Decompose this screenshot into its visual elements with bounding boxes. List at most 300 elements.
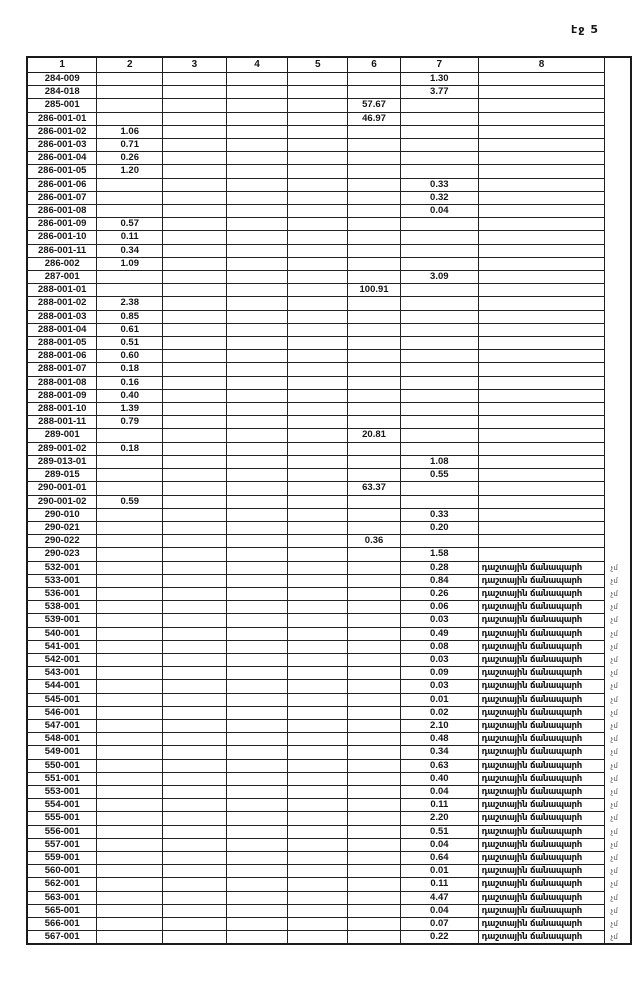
cell-c7: 0.22 bbox=[400, 931, 478, 945]
cell-c8 bbox=[478, 73, 605, 86]
cell-c3 bbox=[163, 165, 227, 178]
cell-c2 bbox=[97, 614, 163, 627]
table-row bbox=[27, 733, 631, 746]
cell-c3 bbox=[163, 587, 227, 600]
cell-c6 bbox=[348, 601, 401, 614]
cell-c6 bbox=[348, 640, 401, 653]
margin-note: չմ bbox=[610, 642, 618, 651]
cell-c2: 0.40 bbox=[97, 389, 163, 402]
cell-c8 bbox=[478, 112, 605, 125]
cell-c8: դաշտային ճանապարհ bbox=[478, 812, 605, 825]
column-header: 6 bbox=[348, 57, 401, 73]
table-row bbox=[27, 706, 631, 719]
table-row bbox=[27, 759, 631, 772]
margin-note: չմ bbox=[610, 695, 618, 704]
cell-c1: 290-010 bbox=[27, 508, 97, 521]
cell-c5 bbox=[288, 112, 348, 125]
cell-c6 bbox=[348, 653, 401, 666]
cell-c5 bbox=[288, 719, 348, 732]
cell-c2: 2.38 bbox=[97, 297, 163, 310]
margin-note: չմ bbox=[610, 576, 618, 585]
table-row bbox=[27, 178, 631, 191]
cell-c2 bbox=[97, 178, 163, 191]
cell-c4 bbox=[226, 733, 288, 746]
cell-c8: դաշտային ճանապարհ bbox=[478, 601, 605, 614]
cell-c6 bbox=[348, 86, 401, 99]
cell-c3 bbox=[163, 284, 227, 297]
cell-c3 bbox=[163, 918, 227, 931]
cell-c7: 0.63 bbox=[400, 759, 478, 772]
cell-c2 bbox=[97, 931, 163, 945]
cell-c4 bbox=[226, 574, 288, 587]
cell-c2: 0.60 bbox=[97, 350, 163, 363]
margin-note bbox=[605, 297, 631, 310]
cell-c2 bbox=[97, 112, 163, 125]
cell-c6 bbox=[348, 680, 401, 693]
cell-c8 bbox=[478, 535, 605, 548]
cell-c3 bbox=[163, 403, 227, 416]
cell-c8: դաշտային ճանապարհ bbox=[478, 561, 605, 574]
cell-c5 bbox=[288, 337, 348, 350]
cell-c2: 0.61 bbox=[97, 323, 163, 336]
cell-c3 bbox=[163, 350, 227, 363]
cell-c8: դաշտային ճանապարհ bbox=[478, 891, 605, 904]
cell-c6 bbox=[348, 495, 401, 508]
cell-c8 bbox=[478, 297, 605, 310]
cell-c6 bbox=[348, 904, 401, 917]
cell-c4 bbox=[226, 812, 288, 825]
cell-c1: 289-001 bbox=[27, 429, 97, 442]
table-row bbox=[27, 416, 631, 429]
cell-c5 bbox=[288, 812, 348, 825]
cell-c6 bbox=[348, 416, 401, 429]
cell-c7: 0.84 bbox=[400, 574, 478, 587]
cell-c5 bbox=[288, 653, 348, 666]
margin-note bbox=[605, 469, 631, 482]
cell-c1: 286-001-11 bbox=[27, 244, 97, 257]
cell-c7 bbox=[400, 165, 478, 178]
table-row bbox=[27, 73, 631, 86]
cell-c3 bbox=[163, 904, 227, 917]
cell-c6 bbox=[348, 389, 401, 402]
cell-c3 bbox=[163, 733, 227, 746]
margin-note bbox=[605, 403, 631, 416]
cell-c1: 286-001-06 bbox=[27, 178, 97, 191]
cell-c2: 0.26 bbox=[97, 152, 163, 165]
margin-note bbox=[605, 429, 631, 442]
table-row bbox=[27, 535, 631, 548]
cell-c3 bbox=[163, 759, 227, 772]
cell-c8: դաշտային ճանապարհ bbox=[478, 733, 605, 746]
cell-c3 bbox=[163, 667, 227, 680]
cell-c2 bbox=[97, 482, 163, 495]
cell-c7: 0.04 bbox=[400, 904, 478, 917]
margin-note: չմ bbox=[610, 708, 618, 717]
cell-c2: 1.20 bbox=[97, 165, 163, 178]
cell-c2 bbox=[97, 561, 163, 574]
cell-c2 bbox=[97, 746, 163, 759]
cell-c6 bbox=[348, 918, 401, 931]
cell-c5 bbox=[288, 535, 348, 548]
table-row bbox=[27, 218, 631, 231]
cell-c3 bbox=[163, 521, 227, 534]
cell-c1: 288-001-09 bbox=[27, 389, 97, 402]
table-row bbox=[27, 891, 631, 904]
cell-c2 bbox=[97, 191, 163, 204]
margin-note bbox=[605, 548, 631, 561]
cell-c8: դաշտային ճանապարհ bbox=[478, 772, 605, 785]
cell-c8: դաշտային ճանապարհ bbox=[478, 640, 605, 653]
cell-c7 bbox=[400, 152, 478, 165]
margin-note: չմ bbox=[610, 655, 618, 664]
margin-note: չմ bbox=[610, 867, 618, 876]
cell-c4 bbox=[226, 297, 288, 310]
cell-c4 bbox=[226, 746, 288, 759]
table-body bbox=[27, 73, 631, 945]
cell-c7 bbox=[400, 403, 478, 416]
cell-c1: 288-001-01 bbox=[27, 284, 97, 297]
margin-note bbox=[605, 139, 631, 152]
table-row bbox=[27, 680, 631, 693]
table-row bbox=[27, 918, 631, 931]
column-header: 8 bbox=[478, 57, 605, 73]
cell-c8 bbox=[478, 218, 605, 231]
cell-c4 bbox=[226, 865, 288, 878]
cell-c2 bbox=[97, 99, 163, 112]
cell-c3 bbox=[163, 218, 227, 231]
column-header: 1 bbox=[27, 57, 97, 73]
cell-c7: 0.34 bbox=[400, 746, 478, 759]
margin-note bbox=[605, 86, 631, 99]
cell-c6 bbox=[348, 337, 401, 350]
cell-c4 bbox=[226, 455, 288, 468]
cell-c1: 288-001-04 bbox=[27, 323, 97, 336]
column-header: 5 bbox=[288, 57, 348, 73]
table-row bbox=[27, 548, 631, 561]
margin-note bbox=[605, 521, 631, 534]
cell-c1: 567-001 bbox=[27, 931, 97, 945]
cell-c5 bbox=[288, 495, 348, 508]
cell-c8 bbox=[478, 455, 605, 468]
cell-c3 bbox=[163, 205, 227, 218]
cell-c6 bbox=[348, 257, 401, 270]
cell-c4 bbox=[226, 416, 288, 429]
table-row bbox=[27, 323, 631, 336]
cell-c4 bbox=[226, 825, 288, 838]
cell-c4 bbox=[226, 931, 288, 945]
margin-note bbox=[605, 244, 631, 257]
cell-c7: 0.11 bbox=[400, 878, 478, 891]
cell-c7: 2.10 bbox=[400, 719, 478, 732]
cell-c8 bbox=[478, 244, 605, 257]
margin-note bbox=[605, 257, 631, 270]
table-row bbox=[27, 231, 631, 244]
table-row bbox=[27, 350, 631, 363]
cell-c7 bbox=[400, 310, 478, 323]
cell-c8 bbox=[478, 152, 605, 165]
cell-c2: 1.09 bbox=[97, 257, 163, 270]
cell-c2 bbox=[97, 680, 163, 693]
cell-c6: 100.91 bbox=[348, 284, 401, 297]
cell-c1: 284-009 bbox=[27, 73, 97, 86]
cell-c8: դաշտային ճանապարհ bbox=[478, 693, 605, 706]
cell-c1: 290-001-01 bbox=[27, 482, 97, 495]
cell-c5 bbox=[288, 297, 348, 310]
cell-c8 bbox=[478, 403, 605, 416]
cell-c8: դաշտային ճանապարհ bbox=[478, 825, 605, 838]
cell-c7: 0.04 bbox=[400, 205, 478, 218]
cell-c3 bbox=[163, 469, 227, 482]
cell-c8 bbox=[478, 178, 605, 191]
cell-c2: 0.71 bbox=[97, 139, 163, 152]
cell-c6 bbox=[348, 746, 401, 759]
cell-c7 bbox=[400, 139, 478, 152]
margin-note: չմ bbox=[610, 682, 618, 691]
cell-c8: դաշտային ճանապարհ bbox=[478, 759, 605, 772]
cell-c8: դաշտային ճանապարհ bbox=[478, 614, 605, 627]
cell-c1: 566-001 bbox=[27, 918, 97, 931]
cell-c7: 0.49 bbox=[400, 627, 478, 640]
cell-c8 bbox=[478, 416, 605, 429]
cell-c1: 286-001-09 bbox=[27, 218, 97, 231]
cell-c2 bbox=[97, 693, 163, 706]
cell-c4 bbox=[226, 99, 288, 112]
cell-c8: դաշտային ճանապարհ bbox=[478, 931, 605, 945]
cell-c8 bbox=[478, 363, 605, 376]
cell-c1: 546-001 bbox=[27, 706, 97, 719]
cell-c2: 0.59 bbox=[97, 495, 163, 508]
cell-c7: 0.26 bbox=[400, 587, 478, 600]
table-row bbox=[27, 627, 631, 640]
table-row bbox=[27, 429, 631, 442]
cell-c3 bbox=[163, 178, 227, 191]
cell-c5 bbox=[288, 469, 348, 482]
column-header: 2 bbox=[97, 57, 163, 73]
table-row bbox=[27, 112, 631, 125]
cell-c8: դաշտային ճանապարհ bbox=[478, 680, 605, 693]
cell-c5 bbox=[288, 482, 348, 495]
margin-note: չմ bbox=[610, 853, 618, 862]
cell-c8: դաշտային ճանապարհ bbox=[478, 706, 605, 719]
cell-c1: 286-002 bbox=[27, 257, 97, 270]
margin-note bbox=[605, 535, 631, 548]
cell-c5 bbox=[288, 257, 348, 270]
cell-c4 bbox=[226, 878, 288, 891]
cell-c7: 0.33 bbox=[400, 178, 478, 191]
table-row bbox=[27, 825, 631, 838]
cell-c6 bbox=[348, 455, 401, 468]
cell-c7: 0.20 bbox=[400, 521, 478, 534]
cell-c6 bbox=[348, 825, 401, 838]
cell-c1: 563-001 bbox=[27, 891, 97, 904]
cell-c2 bbox=[97, 667, 163, 680]
cell-c6 bbox=[348, 785, 401, 798]
cell-c3 bbox=[163, 231, 227, 244]
cell-c7: 0.03 bbox=[400, 653, 478, 666]
table-row bbox=[27, 376, 631, 389]
cell-c3 bbox=[163, 442, 227, 455]
cell-c4 bbox=[226, 376, 288, 389]
cell-c6 bbox=[348, 73, 401, 86]
cell-c4 bbox=[226, 772, 288, 785]
cell-c5 bbox=[288, 231, 348, 244]
cell-c7 bbox=[400, 495, 478, 508]
margin-note bbox=[605, 482, 631, 495]
cell-c2 bbox=[97, 759, 163, 772]
cell-c7: 0.28 bbox=[400, 561, 478, 574]
cell-c2 bbox=[97, 799, 163, 812]
cell-c3 bbox=[163, 191, 227, 204]
cell-c3 bbox=[163, 257, 227, 270]
table-row bbox=[27, 865, 631, 878]
cell-c3 bbox=[163, 653, 227, 666]
cell-c4 bbox=[226, 680, 288, 693]
cell-c3 bbox=[163, 535, 227, 548]
cell-c4 bbox=[226, 587, 288, 600]
table-row bbox=[27, 799, 631, 812]
cell-c7 bbox=[400, 297, 478, 310]
margin-note: չմ bbox=[610, 761, 618, 770]
margin-note: չմ bbox=[610, 629, 618, 638]
cell-c7: 0.48 bbox=[400, 733, 478, 746]
cell-c2 bbox=[97, 812, 163, 825]
cell-c8: դաշտային ճանապարհ bbox=[478, 851, 605, 864]
cell-c2 bbox=[97, 706, 163, 719]
cell-c6 bbox=[348, 799, 401, 812]
cell-c5 bbox=[288, 73, 348, 86]
cell-c3 bbox=[163, 244, 227, 257]
cell-c3 bbox=[163, 601, 227, 614]
cell-c6 bbox=[348, 931, 401, 945]
cell-c2 bbox=[97, 653, 163, 666]
cell-c4 bbox=[226, 706, 288, 719]
table-row bbox=[27, 693, 631, 706]
margin-note: չմ bbox=[610, 748, 618, 757]
cell-c4 bbox=[226, 429, 288, 442]
cell-c2: 1.06 bbox=[97, 125, 163, 138]
margin-note bbox=[605, 231, 631, 244]
cell-c6 bbox=[348, 891, 401, 904]
cell-c1: 286-001-01 bbox=[27, 112, 97, 125]
cell-c5 bbox=[288, 455, 348, 468]
cell-c7: 0.09 bbox=[400, 667, 478, 680]
cell-c1: 286-001-05 bbox=[27, 165, 97, 178]
cell-c8 bbox=[478, 284, 605, 297]
cell-c5 bbox=[288, 759, 348, 772]
cell-c3 bbox=[163, 455, 227, 468]
cell-c7: 0.08 bbox=[400, 640, 478, 653]
cell-c8: դաշտային ճանապարհ bbox=[478, 904, 605, 917]
cell-c1: 286-001-10 bbox=[27, 231, 97, 244]
cell-c1: 288-001-07 bbox=[27, 363, 97, 376]
cell-c6 bbox=[348, 838, 401, 851]
cell-c1: 553-001 bbox=[27, 785, 97, 798]
cell-c7: 0.03 bbox=[400, 680, 478, 693]
cell-c5 bbox=[288, 284, 348, 297]
cell-c1: 549-001 bbox=[27, 746, 97, 759]
cell-c3 bbox=[163, 561, 227, 574]
cell-c1: 556-001 bbox=[27, 825, 97, 838]
cell-c2: 0.16 bbox=[97, 376, 163, 389]
margin-note: չմ bbox=[610, 880, 618, 889]
cell-c6: 46.97 bbox=[348, 112, 401, 125]
cell-c1: 538-001 bbox=[27, 601, 97, 614]
cell-c1: 286-001-07 bbox=[27, 191, 97, 204]
margin-note bbox=[605, 495, 631, 508]
cell-c8 bbox=[478, 139, 605, 152]
cell-c8: դաշտային ճանապարհ bbox=[478, 719, 605, 732]
table-row bbox=[27, 403, 631, 416]
cell-c5 bbox=[288, 442, 348, 455]
margin-note bbox=[605, 363, 631, 376]
cell-c8 bbox=[478, 337, 605, 350]
cell-c4 bbox=[226, 86, 288, 99]
margin-note bbox=[605, 416, 631, 429]
cell-c6 bbox=[348, 178, 401, 191]
margin-note bbox=[605, 323, 631, 336]
margin-note bbox=[605, 73, 631, 86]
cell-c5 bbox=[288, 772, 348, 785]
cell-c5 bbox=[288, 667, 348, 680]
cell-c1: 287-001 bbox=[27, 271, 97, 284]
cell-c3 bbox=[163, 785, 227, 798]
cell-c6: 20.81 bbox=[348, 429, 401, 442]
cell-c8 bbox=[478, 86, 605, 99]
table-row bbox=[27, 244, 631, 257]
cell-c5 bbox=[288, 746, 348, 759]
cell-c8: դաշտային ճանապարհ bbox=[478, 865, 605, 878]
cell-c8 bbox=[478, 376, 605, 389]
cell-c8 bbox=[478, 99, 605, 112]
cell-c4 bbox=[226, 561, 288, 574]
cell-c8 bbox=[478, 310, 605, 323]
cell-c4 bbox=[226, 627, 288, 640]
cell-c4 bbox=[226, 614, 288, 627]
margin-note: չմ bbox=[610, 893, 618, 902]
cell-c2 bbox=[97, 772, 163, 785]
cell-c4 bbox=[226, 785, 288, 798]
cell-c2 bbox=[97, 587, 163, 600]
margin-note bbox=[605, 442, 631, 455]
cell-c8 bbox=[478, 521, 605, 534]
table-row bbox=[27, 851, 631, 864]
cell-c4 bbox=[226, 125, 288, 138]
cell-c2 bbox=[97, 205, 163, 218]
table-row bbox=[27, 640, 631, 653]
cell-c1: 290-001-02 bbox=[27, 495, 97, 508]
cell-c8 bbox=[478, 389, 605, 402]
cell-c5 bbox=[288, 178, 348, 191]
cell-c2: 0.18 bbox=[97, 363, 163, 376]
cell-c5 bbox=[288, 363, 348, 376]
cell-c1: 560-001 bbox=[27, 865, 97, 878]
cell-c1: 544-001 bbox=[27, 680, 97, 693]
cell-c4 bbox=[226, 469, 288, 482]
cell-c5 bbox=[288, 191, 348, 204]
cell-c2: 0.51 bbox=[97, 337, 163, 350]
table-row bbox=[27, 257, 631, 270]
cell-c6 bbox=[348, 851, 401, 864]
cell-c5 bbox=[288, 218, 348, 231]
cell-c5 bbox=[288, 99, 348, 112]
cell-c2 bbox=[97, 548, 163, 561]
cell-c2 bbox=[97, 86, 163, 99]
cell-c8: դաշտային ճանապարհ bbox=[478, 667, 605, 680]
cell-c2 bbox=[97, 838, 163, 851]
cell-c7: 0.32 bbox=[400, 191, 478, 204]
cell-c2 bbox=[97, 785, 163, 798]
margin-note: չմ bbox=[610, 920, 618, 928]
